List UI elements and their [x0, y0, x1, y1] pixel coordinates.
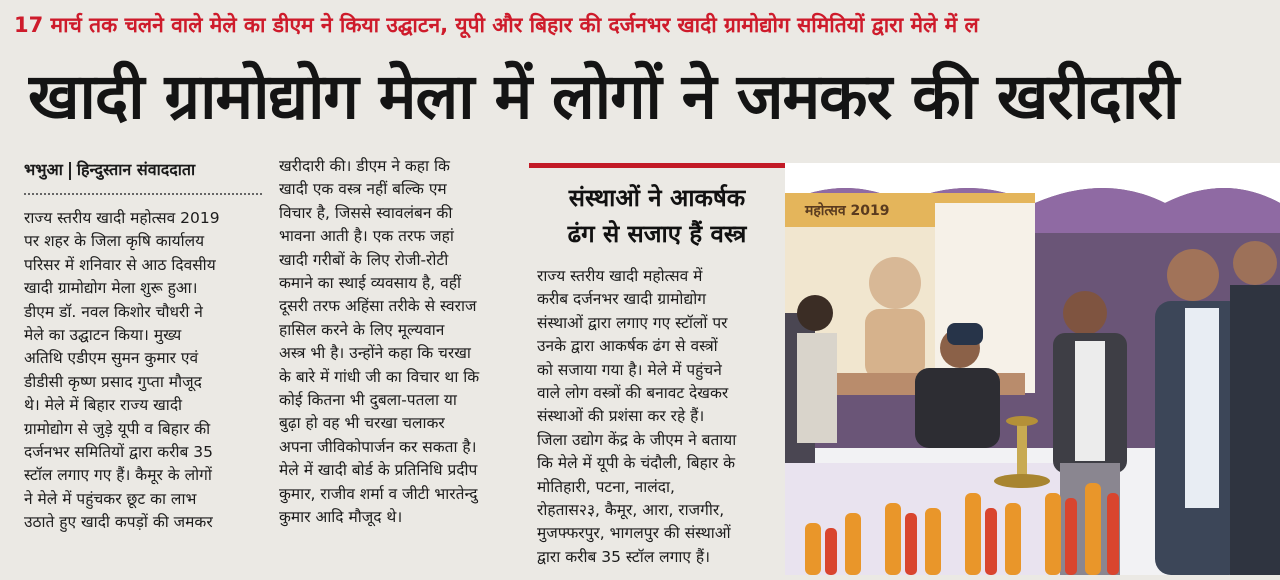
article-col2-line: कुमार, राजीव शर्मा व जीटी भारतेन्दु	[279, 484, 478, 503]
article-col2-line: खादी गरीबों के लिए रोजी-रोटी	[279, 250, 449, 269]
sidebar-body-line: मोतिहारी, पटना, नालंदा,	[537, 477, 675, 496]
sidebar-title	[529, 180, 785, 252]
sidebar-body-line: कि मेले में यूपी के चंदौली, बिहार के	[537, 454, 736, 473]
article-col1-line: परिसर में शनिवार से आठ दिवसीय	[24, 255, 216, 274]
article-col2-line: कोई कितना भी दुबला-पतला या	[279, 391, 457, 410]
sidebar-body-line: करीब दर्जनभर खादी ग्रामोद्योग	[537, 290, 706, 309]
kicker-strapline: 17 मार्च तक चलने वाले मेले का डीएम ने किया उद्घाटन, यूपी और बिहार की दर्जनभर खादी ग्रामोद्योग समितियों द्वारा मेले में ल	[14, 13, 979, 37]
article-col2-line: विचार है, जिससे स्वावलंबन की	[279, 203, 453, 222]
news-photo	[785, 163, 1280, 575]
article-col1-line: अतिथि एडीएम सुमन कुमार एवं	[24, 349, 199, 368]
article-col1-line: डीएम डॉ. नवल किशोर चौधरी ने	[24, 302, 203, 321]
sidebar-body-line: वाले लोग वस्त्रों की बनावट देखकर	[537, 384, 729, 403]
sidebar-title-line-2: ढंग से सजाए हैं वस्त्र	[567, 220, 747, 248]
article-col2-line: के बारे में गांधी जी का विचार था कि	[279, 367, 480, 386]
byline	[24, 158, 195, 182]
headline: खादी ग्रामोद्योग मेला में लोगों ने जमकर की खरीदारी	[28, 60, 1179, 133]
article-col1-line: थे। मेले में बिहार राज्य खादी	[24, 396, 183, 415]
article-col2-line: कमाने का स्थाई व्यवसाय है, वहीं	[279, 274, 462, 293]
article-col1-line: डीडीसी कृष्ण प्रसाद गुप्ता मौजूद	[24, 372, 202, 391]
byline-author: हिन्दुस्तान संवाददाता	[76, 160, 196, 179]
article-col2-line: खरीदारी की। डीएम ने कहा कि	[279, 157, 450, 175]
sidebar-body-line: राज्य स्तरीय खादी महोत्सव में	[537, 267, 703, 285]
article-col1-line: ने मेले में पहुंचकर छूट का लाभ	[24, 489, 197, 508]
sidebar-body-line: द्वारा करीब 35 स्टॉल लगाए हैं।	[537, 547, 711, 566]
byline-rule	[24, 193, 262, 195]
article-column-1	[24, 207, 260, 535]
article-col1-line: उठाते हुए खादी कपड़ों की जमकर	[24, 513, 213, 532]
sidebar-body-line: उनके द्वारा आकर्षक ढंग से वस्त्रों	[537, 337, 718, 356]
sidebar-body-line: संस्थाओं की प्रशंसा कर रहे हैं।	[537, 407, 705, 426]
sidebar-body-line: मुजफ्फरपुर, भागलपुर की संस्थाओं	[537, 524, 731, 543]
article-col2-line: भावना आती है। एक तरफ जहां	[279, 227, 454, 246]
sidebar-body	[537, 265, 773, 569]
sidebar-title-line-1: संस्थाओं ने आकर्षक	[568, 184, 746, 212]
sidebar-body-line: रोहतास२३, कैमूर, आरा, राजगीर,	[537, 501, 725, 520]
article-col2-line: कुमार आदि मौजूद थे।	[279, 508, 403, 527]
sidebar-body-line: संस्थाओं द्वारा लगाए गए स्टॉलों पर	[537, 313, 728, 332]
byline-separator	[69, 162, 71, 180]
article-col2-line: बुढ़ा हो वह भी चरखा चलाकर	[279, 414, 445, 433]
article-col2-line: दूसरी तरफ अहिंसा तरीके से स्वराज	[279, 297, 477, 316]
article-col1-line: खादी ग्रामोद्योग मेला शुरू हुआ।	[24, 279, 198, 298]
sidebar-body-line: जिला उद्योग केंद्र के जीएम ने बताया	[537, 430, 737, 449]
photo-illustration	[785, 163, 1280, 575]
article-col1-line: पर शहर के जिला कृषि कार्यालय	[24, 232, 205, 251]
article-col1-line: दर्जनभर समितियों द्वारा करीब 35	[24, 443, 214, 462]
article-column-2	[279, 155, 513, 530]
article-col1-line: राज्य स्तरीय खादी महोत्सव 2019	[24, 209, 220, 227]
article-col2-line: खादी एक वस्त्र नहीं बल्कि एम	[279, 180, 447, 199]
dateline-place: भभुआ	[24, 160, 63, 179]
sidebar-body-line: को सजाया गया है। मेले में पहुंचने	[537, 360, 722, 379]
article-col2-line: अपना जीविकोपार्जन कर सकता है।	[279, 437, 477, 456]
article-col1-line: स्टॉल लगाए गए हैं। कैमूर के लोगों	[24, 466, 212, 485]
photo-banner-text: महोत्सव 2019	[805, 203, 890, 219]
article-col2-line: मेले में खादी बोर्ड के प्रतिनिधि प्रदीप	[279, 461, 478, 480]
article-col1-line: मेले का उद्घाटन किया। मुख्य	[24, 326, 182, 345]
article-col2-line: अस्त्र भी है। उन्होंने कहा कि चरखा	[279, 344, 471, 363]
article-col1-line: ग्रामोद्योग से जुड़े यूपी व बिहार की	[24, 419, 211, 438]
article-col2-line: हासिल करने के लिए मूल्यवान	[279, 320, 445, 339]
